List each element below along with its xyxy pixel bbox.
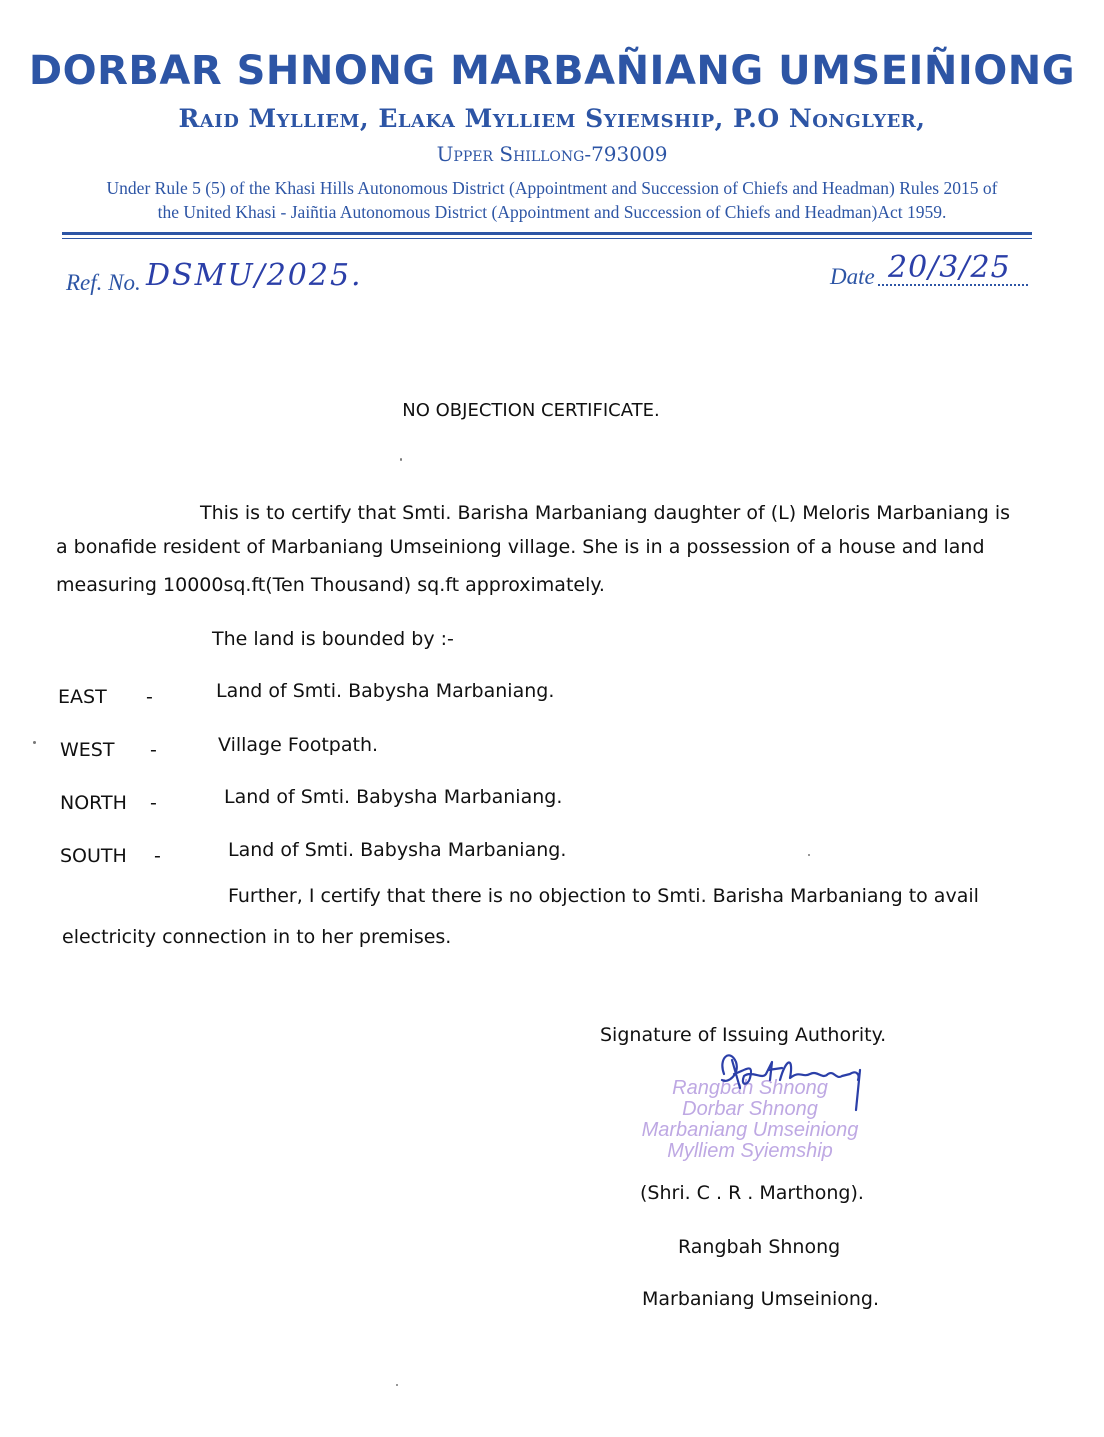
scan-speck [396,1384,398,1386]
boundary-direction-south: SOUTH [60,845,127,867]
boundary-dash: - [150,739,157,761]
paragraph1-line: This is to certify that Smti. Barisha Marbaniang daughter of (L) Meloris Marbaniang is [200,502,1011,524]
boundary-direction-west: WEST [60,739,115,761]
scan-speck [808,854,810,856]
boundary-description-west: Village Footpath. [218,734,379,756]
signature-heading: Signature of Issuing Authority. [600,1024,887,1046]
ref-label: Ref. No. [66,270,141,295]
signatory-title: Rangbah Shnong [678,1236,841,1258]
signatory-village: Marbaniang Umseiniong. [642,1288,880,1310]
boundary-dash: - [154,845,161,867]
signatory-name: (Shri. C . R . Marthong). [640,1182,864,1204]
letterhead-rule-line2: the United Khasi - Jaiñtia Autonomous District (Appointment and Succession of Chiefs and Headman)Act 1959. [157,202,947,222]
boundary-dash: - [150,792,157,814]
letterhead-title: DORBAR SHNONG MARBAÑIANG UMSEIÑIONG [28,48,1076,94]
stamp-line: Rangbah Shnong [672,1077,828,1099]
stamp-line: Mylliem Syiemship [667,1140,833,1162]
boundary-direction-north: NORTH [60,792,127,814]
boundary-description-east: Land of Smti. Babysha Marbaniang. [216,680,555,702]
stamp-line: Dorbar Shnong [682,1098,818,1120]
letterhead-rule-line1: Under Rule 5 (5) of the Khasi Hills Autonomous District (Appointment and Succession of Chiefs and Headman) Rules 2015 of [106,178,998,198]
paragraph2-line: electricity connection in to her premises. [62,926,452,948]
handwritten-signature [710,1040,880,1120]
paragraph1-line: a bonafide resident of Marbaniang Umseiniong village. She is in a possession of a house and land [56,536,985,558]
boundary-description-north: Land of Smti. Babysha Marbaniang. [224,786,563,808]
date-label: Date [830,264,875,289]
scan-speck [400,458,402,461]
scan-speck [33,741,36,744]
certificate-title: NO OBJECTION CERTIFICATE. [402,400,660,421]
paragraph1-line: measuring 10000sq.ft(Ten Thousand) sq.ft approximately. [56,574,605,596]
ref-number-handwritten: DSMU/2025. [146,258,363,293]
letterhead-divider-thin [62,238,1032,239]
boundary-dash: - [146,686,153,708]
paragraph2-line: Further, I certify that there is no objection to Smti. Barisha Marbaniang to avail [228,885,979,907]
letterhead-address-line1: Raid Mylliem, Elaka Mylliem Syiemship, P.O Nonglyer, [178,104,926,133]
boundary-direction-east: EAST [58,686,107,708]
boundary-description-south: Land of Smti. Babysha Marbaniang. [228,839,567,861]
stamp-line: Marbaniang Umseiniong [641,1119,859,1141]
letterhead-address-line2: Upper Shillong-793009 [436,142,668,166]
boundaries-intro: The land is bounded by :- [212,628,454,650]
date-handwritten: 20/3/25 [888,250,1011,285]
letterhead-divider-thick [62,232,1032,235]
